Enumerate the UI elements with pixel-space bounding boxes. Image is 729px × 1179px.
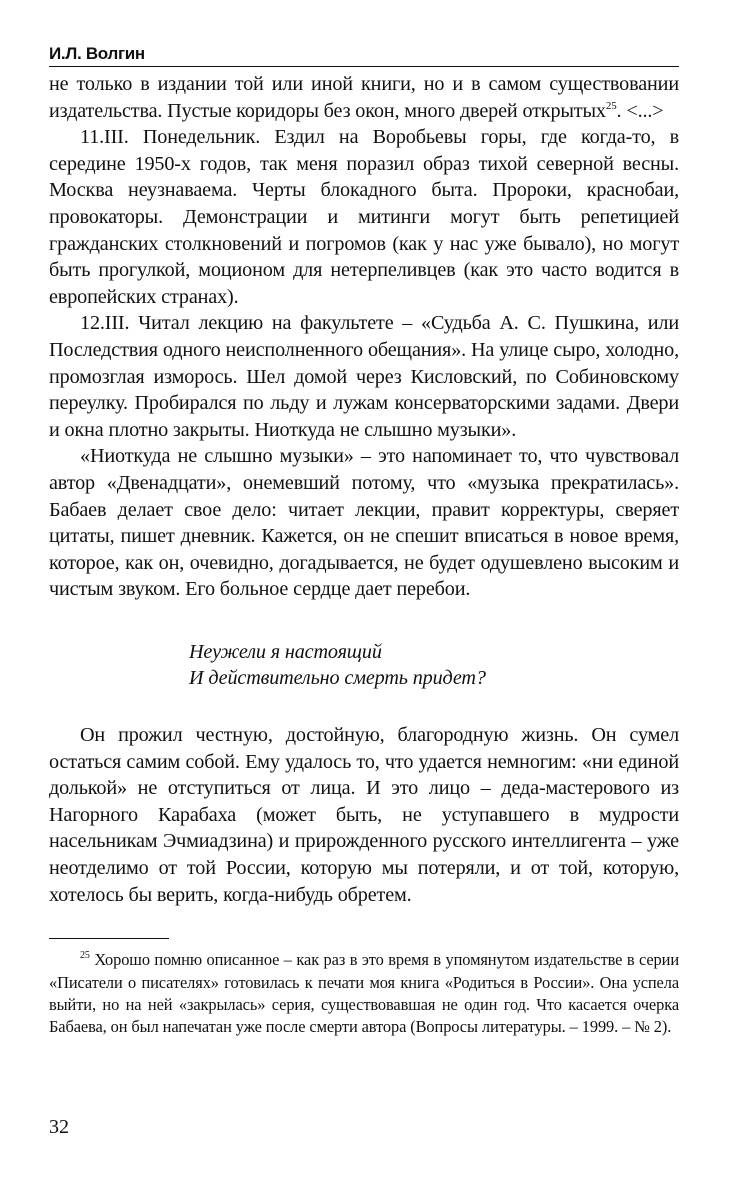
paragraph-1 [49,71,679,124]
footnote-text: Хорошо помню описанное – как раз в это время в упомянутом издательстве в серии «Писатели о писателях» готовилась к печати моя книга «Родиться в России». Она успела выйти, но на ней «закрылась» серия, существовавшая не один год. Что касается очерка Бабаева, он был напечатан уже после смерти автора (Вопросы литературы. – 1999. – № 2). [49,950,679,1037]
verse-quote [189,639,679,692]
footnote [49,949,679,1039]
main-text [49,71,679,908]
paragraph-2: 11.III. Понедельник. Ездил на Воробьевы горы, где когда-то, в середине 1950-х годов, так меня поразил образ тихой северной весны. Москва неузнаваема. Черты блокадного быта. Пророки, краснобаи, провокаторы. Демонстрации и митинги могут быть репетицией гражданских столкновений и погромов (как у нас уже бывало), но могут быть прогулкой, моционом для нетерпеливцев (как это часто водится в европейских странах). [49,126,679,308]
paragraph-3: 12.III. Читал лекцию на факультете – «Судьба А. С. Пушкина, или Последствия одного неисполненного обещания». На улице сыро, холодно, промозглая изморось. Шел домой через Кисловский, по Собиновскому переулку. Пробирался по льду и лужам консерваторскими задами. Двери и окна плотно закрыты. Ниоткуда не слышно музыки». [49,312,679,441]
page-number: 32 [49,1116,69,1138]
footnote-number: 25 [80,950,90,962]
book-page [49,44,679,1039]
paragraph-1-tail: . <...> [616,99,664,122]
paragraph-4: «Ниоткуда не слышно музыки» – это напоминает то, что чувствовал автор «Двенадцати», онемевший потому, что «музыка прекратилась». Бабаев делает свое дело: читает лекции, правит корректуры, сверяет цитаты, пишет дневник. Кажется, он не спешит вписаться в новое время, которое, как он, очевидно, догадывается, не будет одушевлено высоким и чистым звуком. Его больное сердце дает перебои. [49,445,679,601]
verse-line-2: И действительно смерть придет? [189,667,486,690]
running-head: И.Л. Волгин [49,44,679,67]
paragraph-5: Он прожил честную, достойную, благородную жизнь. Он сумел остаться самим собой. Ему удалось то, что удается немногим: «ни единой долькой» не отступиться от лица. И это лицо – деда-мастерового из Нагорного Карабаха (может быть, не уступавшего в мудрости насельникам Эчмиадзина) и прирожденного русского интеллигента – уже неотделимо от той России, которую мы потеряли, и от той, которую, хотелось бы верить, когда-нибудь обретем. [49,724,679,906]
footnote-reference: 25 [605,99,617,112]
verse-line-1: Неужели я настоящий [189,640,382,663]
footnote-divider [49,938,169,939]
paragraph-1-text: не только в издании той или иной книги, но и в самом существовании издательства. Пустые коридоры без окон, много дверей открытых [49,73,679,122]
